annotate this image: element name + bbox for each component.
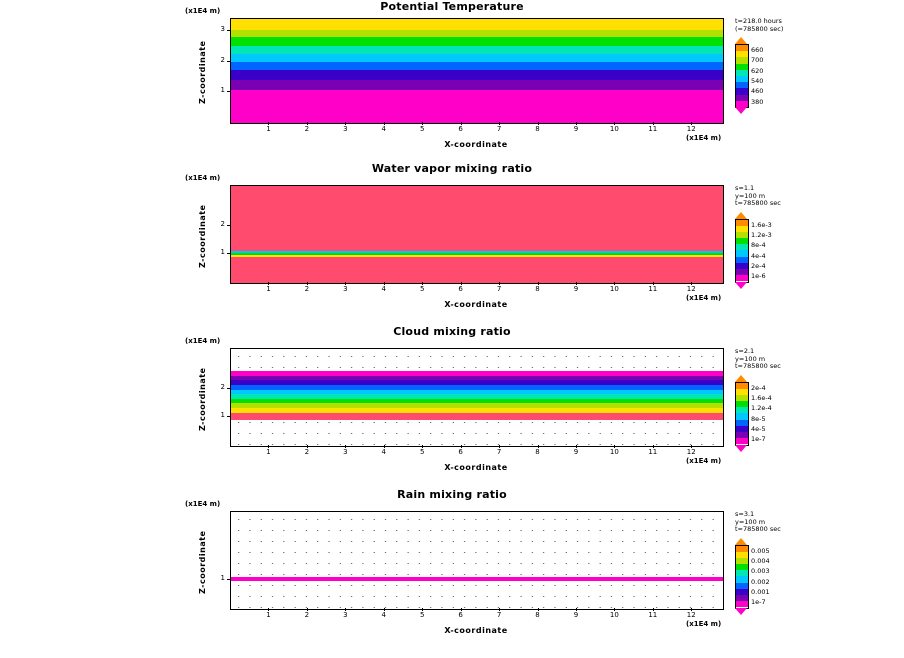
x-tick-mark — [268, 445, 269, 448]
legend-annotation: y=100 m — [735, 191, 766, 200]
x-tick-label: 6 — [458, 448, 463, 456]
x-tick-mark — [345, 122, 346, 125]
x-tick-mark — [653, 608, 654, 611]
chart-panel — [0, 325, 904, 495]
x-tick-mark — [384, 122, 385, 125]
plot-area[interactable] — [230, 18, 724, 124]
x-tick-label: 2 — [304, 285, 310, 293]
legend-annotation: (=785800 sec) — [735, 24, 784, 33]
x-tick-label: 8 — [535, 611, 540, 619]
colorbar-label: 4e-5 — [751, 424, 766, 433]
x-tick-label: 11 — [648, 611, 658, 619]
colorbar-segment — [736, 101, 748, 107]
x-tick-mark — [268, 608, 269, 611]
x-tick-mark — [345, 608, 346, 611]
y-axis-label: Z-coordinate — [198, 40, 207, 104]
colorbar-max-arrow — [735, 212, 747, 219]
colorbar-label: 380 — [751, 97, 764, 106]
y-tick-label: 1 — [220, 574, 225, 583]
y-tick-label: 1 — [220, 248, 225, 257]
x-tick-label: 6 — [458, 611, 463, 619]
y-tick-mark — [227, 61, 230, 62]
x-tick-label: 10 — [609, 285, 619, 293]
colorbar-label: 0.002 — [751, 577, 770, 586]
x-tick-mark — [499, 608, 500, 611]
x-tick-label: 1 — [266, 611, 271, 619]
x-tick-mark — [691, 445, 692, 448]
x-tick-mark — [538, 608, 539, 611]
x-tick-mark — [576, 122, 577, 125]
x-tick-label: 9 — [573, 125, 579, 133]
x-tick-label: 12 — [686, 285, 696, 293]
x-tick-label: 1 — [266, 448, 271, 456]
panel-title: Rain mixing ratio — [397, 488, 507, 501]
x-tick-label: 7 — [496, 448, 502, 456]
chart-panel — [0, 162, 904, 332]
contour-band — [231, 30, 723, 38]
x-tick-mark — [268, 122, 269, 125]
x-tick-label: 2 — [304, 125, 310, 133]
colorbar-label: 2e-4 — [751, 261, 766, 270]
x-tick-label: 11 — [648, 125, 658, 133]
x-axis-label: X-coordinate — [444, 626, 508, 635]
colorbar-label: 0.004 — [751, 556, 770, 565]
colorbar-label: 1e-7 — [751, 598, 766, 607]
colorbar-label: 8e-5 — [751, 414, 766, 423]
legend-annotation: s=3.1 — [735, 510, 755, 518]
y-tick-mark — [227, 416, 230, 417]
x-tick-mark — [614, 608, 615, 611]
x-tick-mark — [614, 282, 615, 285]
x-tick-mark — [422, 608, 423, 611]
x-tick-label: 5 — [419, 611, 425, 619]
contour-band — [231, 19, 723, 30]
y-tick-mark — [227, 91, 230, 92]
y-tick-mark — [227, 253, 230, 254]
panel-title: Water vapor mixing ratio — [371, 162, 533, 175]
x-tick-label: 12 — [686, 448, 696, 456]
x-tick-label: 9 — [573, 611, 579, 619]
x-axis-unit: (x1E4 m) — [686, 620, 722, 628]
x-tick-mark — [576, 445, 577, 448]
x-tick-mark — [345, 282, 346, 285]
x-tick-mark — [422, 122, 423, 125]
plot-area[interactable] — [230, 185, 724, 284]
legend-annotation: s=1.1 — [735, 184, 755, 192]
colorbar-segment — [736, 275, 748, 281]
colorbar-label: 660 — [751, 46, 764, 54]
x-tick-label: 6 — [458, 285, 463, 293]
x-tick-mark — [499, 282, 500, 285]
colorbar-min-arrow — [735, 608, 747, 615]
x-tick-label: 1 — [266, 125, 271, 133]
x-tick-label: 3 — [343, 611, 348, 619]
contour-band — [231, 186, 723, 251]
x-tick-mark — [307, 608, 308, 611]
x-tick-mark — [653, 282, 654, 285]
x-tick-label: 8 — [535, 448, 540, 456]
x-tick-mark — [268, 282, 269, 285]
x-tick-mark — [499, 445, 500, 448]
legend-annotation: t=785800 sec — [735, 199, 781, 207]
x-tick-label: 10 — [609, 448, 619, 456]
y-tick-mark — [227, 388, 230, 389]
y-tick-label: 1 — [220, 411, 225, 420]
x-axis-label: X-coordinate — [444, 300, 508, 309]
legend-annotation: y=100 m — [735, 517, 766, 526]
legend-annotation: t=785800 sec — [735, 362, 781, 370]
x-tick-label: 4 — [381, 448, 386, 456]
x-tick-mark — [614, 122, 615, 125]
colorbar-label: 1.6e-4 — [751, 393, 772, 402]
colorbar-max-arrow — [735, 375, 747, 382]
x-tick-label: 7 — [496, 285, 502, 293]
x-tick-mark — [691, 608, 692, 611]
contour-band — [231, 37, 723, 46]
colorbar-min-arrow — [735, 107, 747, 114]
x-tick-mark — [307, 445, 308, 448]
x-tick-mark — [653, 122, 654, 125]
colorbar-max-arrow — [735, 538, 747, 545]
contour-band — [231, 80, 723, 90]
x-tick-mark — [384, 282, 385, 285]
colorbar-segment — [736, 438, 748, 444]
x-tick-mark — [538, 282, 539, 285]
x-tick-mark — [538, 122, 539, 125]
x-tick-mark — [538, 445, 539, 448]
colorbar-label: 1.2e-3 — [751, 230, 772, 239]
x-tick-label: 5 — [419, 285, 425, 293]
colorbar-max-arrow — [735, 37, 747, 44]
x-tick-mark — [307, 122, 308, 125]
x-tick-label: 3 — [343, 285, 348, 293]
legend-annotation: s=2.1 — [735, 347, 755, 355]
x-tick-mark — [307, 282, 308, 285]
grid-dots — [231, 512, 723, 609]
y-tick-label: 3 — [220, 25, 225, 34]
panel-title: Cloud mixing ratio — [393, 325, 511, 338]
x-tick-label: 8 — [535, 125, 540, 133]
y-tick-label: 2 — [220, 55, 225, 64]
plot-area[interactable] — [230, 348, 724, 447]
colorbar-label: 4e-4 — [751, 251, 766, 260]
colorbar-label: 0.003 — [751, 567, 770, 576]
x-tick-label: 3 — [343, 125, 348, 133]
x-tick-mark — [614, 445, 615, 448]
x-tick-label: 5 — [419, 125, 425, 133]
x-tick-mark — [461, 122, 462, 125]
x-tick-mark — [384, 608, 385, 611]
x-tick-label: 3 — [343, 448, 348, 456]
contour-band — [231, 46, 723, 54]
x-tick-label: 10 — [609, 611, 619, 619]
x-tick-mark — [576, 282, 577, 285]
colorbar[interactable] — [735, 382, 749, 446]
contour-band — [231, 577, 723, 581]
x-axis-label: X-coordinate — [444, 140, 508, 149]
colorbar-label: 1.2e-4 — [751, 404, 772, 413]
colorbar-label: 2e-4 — [751, 383, 766, 392]
x-tick-mark — [499, 122, 500, 125]
colorbar-label: 700 — [751, 56, 764, 65]
y-axis-unit: (x1E4 m) — [185, 174, 221, 182]
x-tick-label: 2 — [304, 611, 310, 619]
x-tick-label: 9 — [573, 448, 579, 456]
legend-annotation: y=100 m — [735, 354, 766, 363]
legend-annotation: t=218.0 hours — [735, 17, 782, 25]
x-tick-label: 5 — [419, 448, 425, 456]
x-tick-label: 1 — [266, 285, 271, 293]
contour-band — [231, 90, 723, 123]
panel-title: Potential Temperature — [380, 0, 524, 13]
x-tick-label: 4 — [381, 125, 386, 133]
colorbar-min-arrow — [735, 282, 747, 289]
y-tick-label: 2 — [220, 219, 225, 228]
y-tick-mark — [227, 225, 230, 226]
contour-band — [231, 62, 723, 70]
x-tick-label: 9 — [573, 285, 579, 293]
y-tick-mark — [227, 30, 230, 31]
chart-panel — [0, 0, 904, 172]
x-tick-label: 12 — [686, 611, 696, 619]
x-tick-mark — [384, 445, 385, 448]
x-tick-label: 12 — [686, 125, 696, 133]
colorbar[interactable] — [735, 545, 749, 609]
colorbar-label: 0.005 — [751, 546, 770, 555]
y-axis-label: Z-coordinate — [198, 367, 207, 431]
contour-band — [231, 413, 723, 420]
x-tick-mark — [576, 608, 577, 611]
colorbar-min-arrow — [735, 445, 747, 452]
colorbar-label: 1.6e-3 — [751, 220, 772, 229]
colorbar-label: 0.001 — [751, 587, 770, 596]
x-tick-label: 10 — [609, 125, 619, 133]
x-tick-mark — [461, 282, 462, 285]
y-tick-label: 1 — [220, 86, 225, 95]
colorbar[interactable] — [735, 44, 749, 108]
x-tick-label: 4 — [381, 611, 386, 619]
colorbar-label: 1e-7 — [751, 435, 766, 444]
x-tick-label: 2 — [304, 448, 310, 456]
y-axis-label: Z-coordinate — [198, 530, 207, 594]
plot-area[interactable] — [230, 511, 724, 610]
x-tick-label: 7 — [496, 611, 502, 619]
colorbar-label: 460 — [751, 87, 764, 96]
x-tick-mark — [422, 445, 423, 448]
x-tick-mark — [345, 445, 346, 448]
y-tick-label: 2 — [220, 382, 225, 391]
y-tick-mark — [227, 579, 230, 580]
colorbar[interactable] — [735, 219, 749, 283]
x-tick-mark — [691, 122, 692, 125]
colorbar-label: 540 — [751, 77, 764, 85]
y-axis-unit: (x1E4 m) — [185, 337, 221, 345]
y-axis-label: Z-coordinate — [198, 204, 207, 268]
x-axis-unit: (x1E4 m) — [686, 134, 722, 142]
contour-band — [231, 257, 723, 283]
x-axis-unit: (x1E4 m) — [686, 457, 722, 465]
x-tick-mark — [691, 282, 692, 285]
x-axis-label: X-coordinate — [444, 463, 508, 472]
x-tick-label: 4 — [381, 285, 386, 293]
legend-annotation: t=785800 sec — [735, 525, 781, 533]
colorbar-label: 1e-6 — [751, 272, 766, 281]
x-tick-label: 8 — [535, 285, 540, 293]
x-tick-mark — [461, 608, 462, 611]
x-tick-label: 11 — [648, 285, 658, 293]
x-axis-unit: (x1E4 m) — [686, 294, 722, 302]
x-tick-mark — [422, 282, 423, 285]
x-tick-label: 11 — [648, 448, 658, 456]
contour-band — [231, 70, 723, 80]
chart-panel — [0, 488, 904, 658]
y-axis-unit: (x1E4 m) — [185, 500, 221, 508]
colorbar-label: 620 — [751, 66, 764, 75]
y-axis-unit: (x1E4 m) — [185, 7, 221, 15]
x-tick-mark — [461, 445, 462, 448]
x-tick-label: 6 — [458, 125, 463, 133]
x-tick-mark — [653, 445, 654, 448]
colorbar-label: 8e-4 — [751, 241, 766, 250]
contour-band — [231, 54, 723, 62]
colorbar-segment — [736, 601, 748, 607]
x-tick-label: 7 — [496, 125, 502, 133]
